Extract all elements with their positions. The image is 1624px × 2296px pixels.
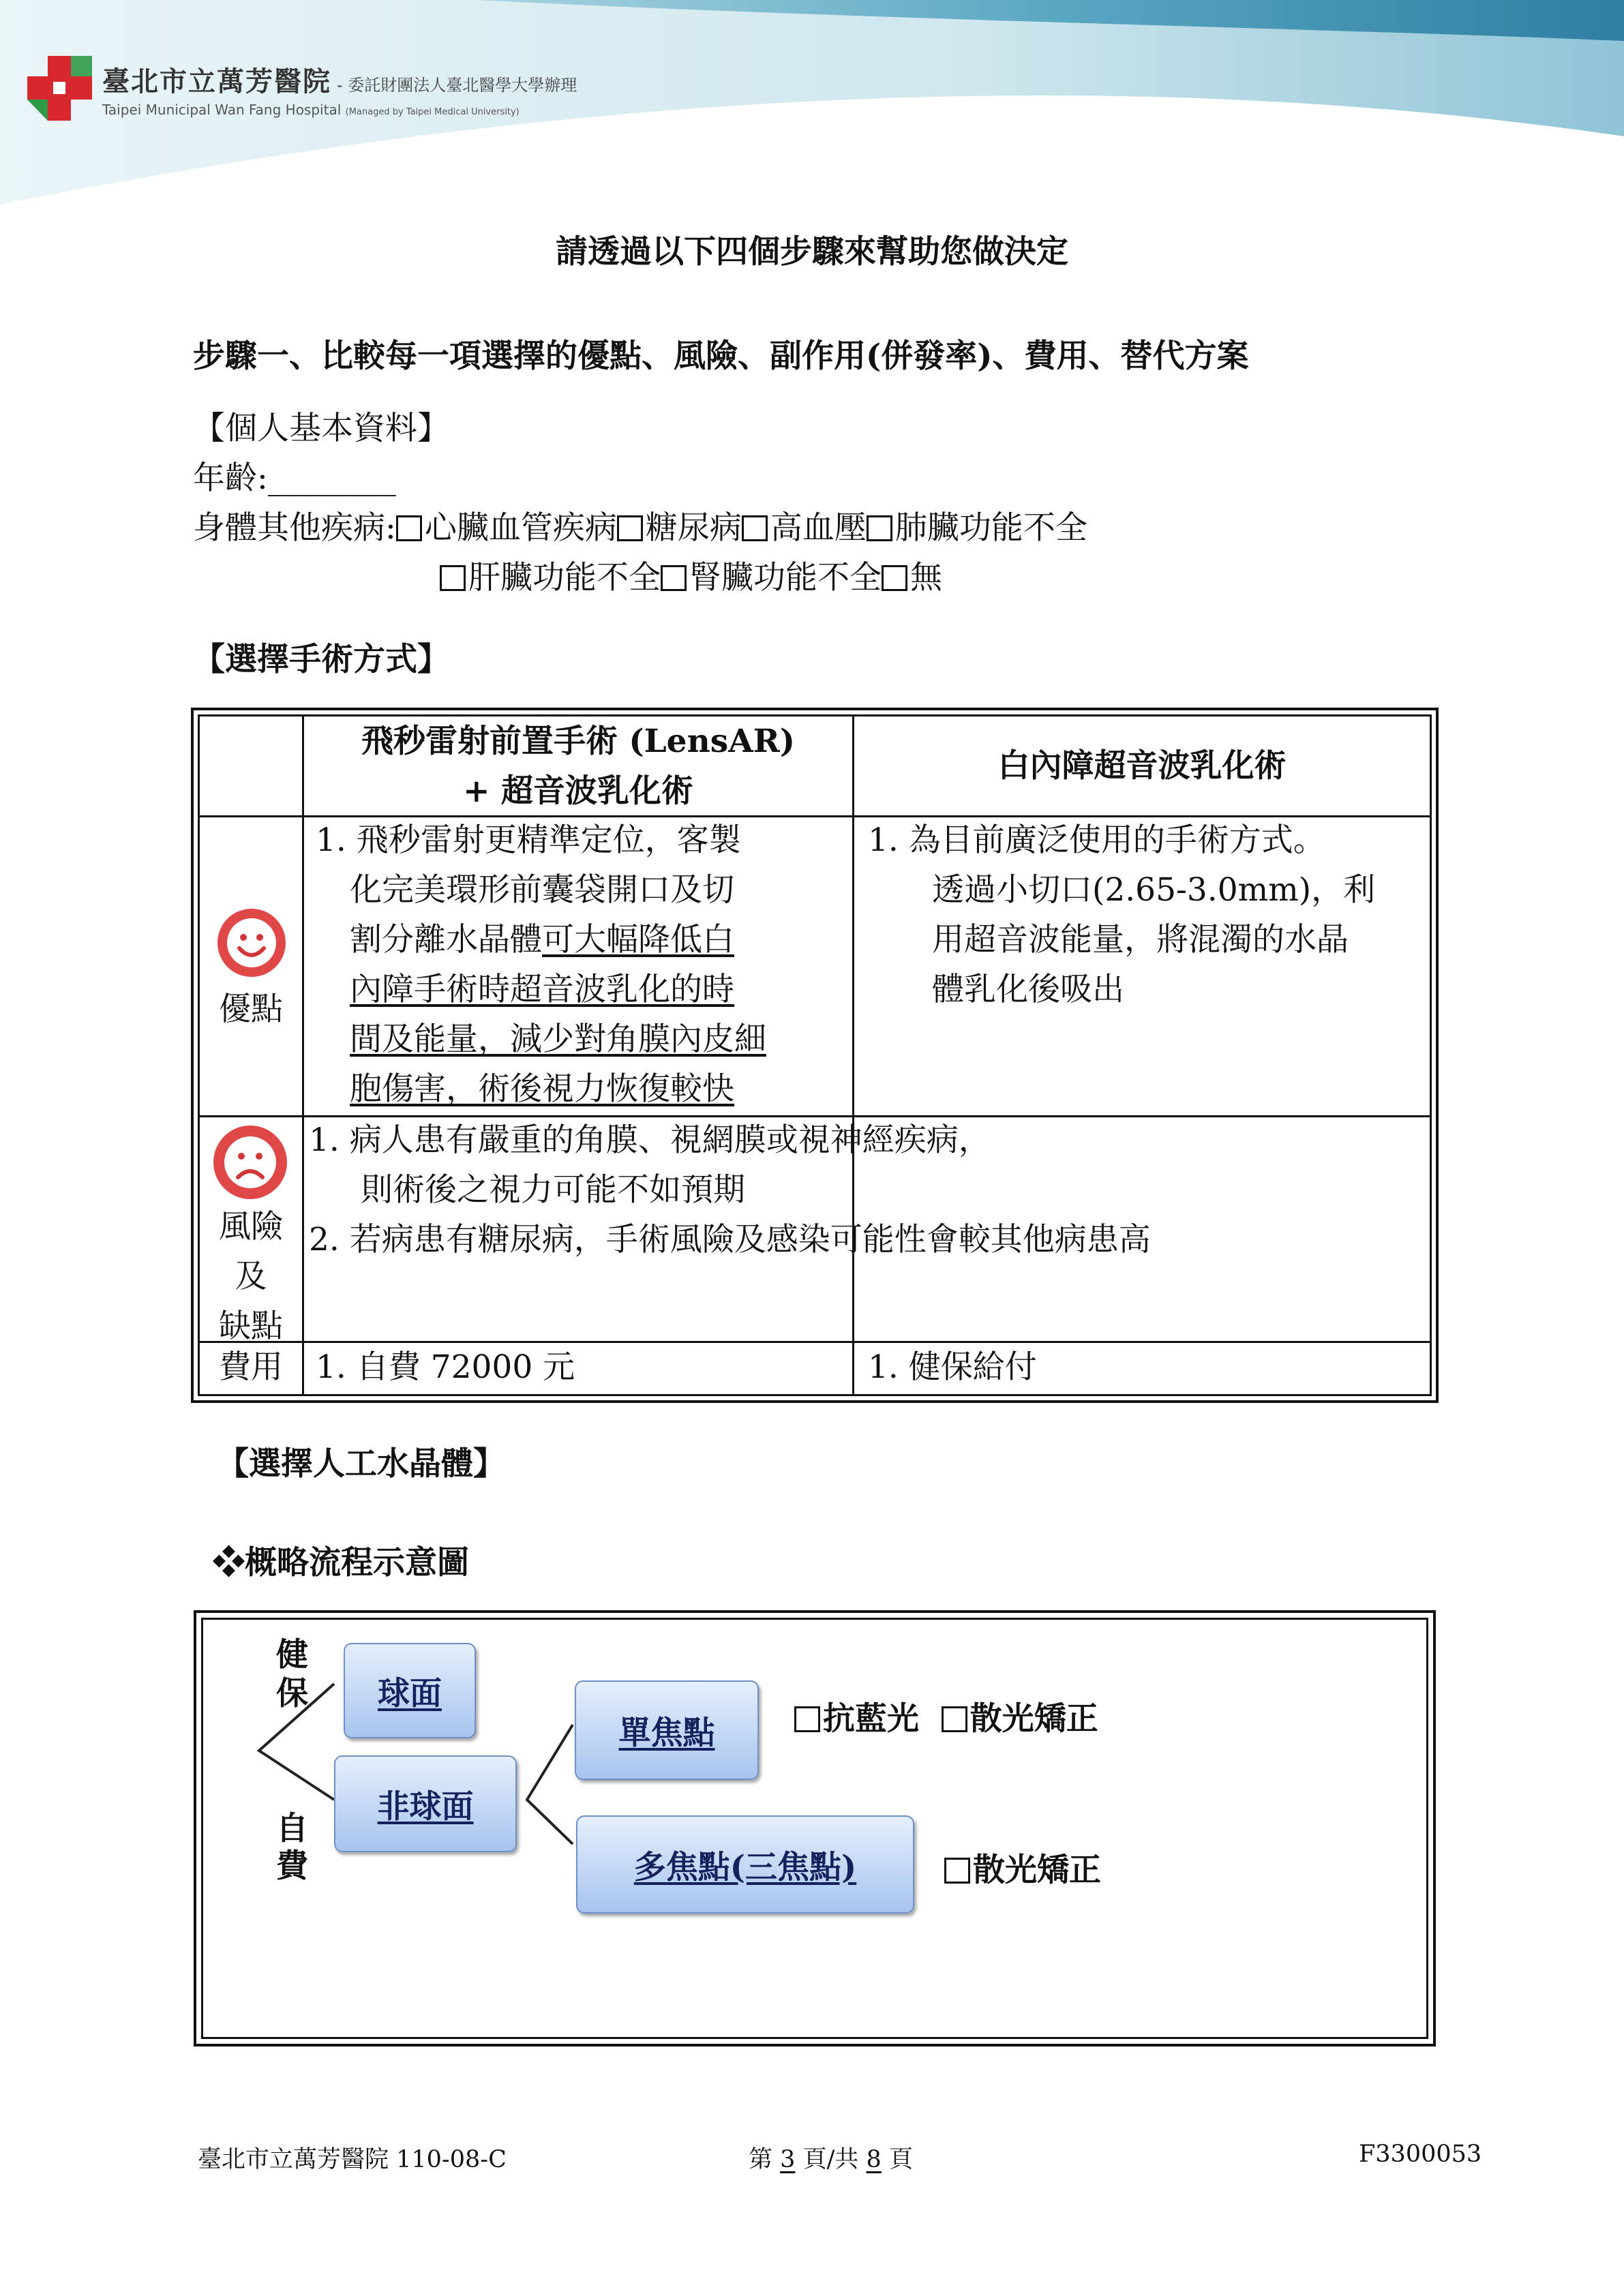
pros-col1-line5: 間及能量，減少對角膜內皮細: [350, 1021, 766, 1058]
option-liver: 肝臟功能不全: [468, 559, 661, 596]
pros-col1-line1: 1. 飛秒雷射更精準定位，客製: [316, 821, 741, 859]
insurance-label-2: 保: [276, 1675, 308, 1712]
diseases-label: 身體其他疾病:: [193, 509, 396, 547]
diseases-row-1: [193, 503, 1087, 553]
hospital-logo-text: [102, 60, 577, 118]
checkbox-hypertension[interactable]: [742, 515, 768, 541]
page-current: 3: [780, 2146, 796, 2173]
hospital-logo-icon: [27, 56, 92, 121]
checkbox-none[interactable]: [882, 565, 907, 591]
risk-line2: 則術後之視力可能不如預期: [361, 1171, 745, 1209]
checkbox-liver[interactable]: [440, 565, 466, 591]
option-lung: 肺臟功能不全: [894, 509, 1087, 547]
option-astigmatism-mono: 散光矯正: [969, 1700, 1098, 1738]
pros-col1-line6: 胞傷害，術後視力恢復較快: [350, 1070, 734, 1108]
col2-header: 白內障超音波乳化術: [997, 747, 1287, 785]
mono-options: [794, 1693, 1098, 1739]
footer-page: 第 3 頁/共 8 頁: [749, 2146, 913, 2173]
risk-line3: 2. 若病患有糖尿病，手術風險及感染可能性會較其他病患高: [309, 1221, 1151, 1258]
multi-options: [944, 1845, 1101, 1890]
pros-col2-line1: 1. 為目前廣泛使用的手術方式。: [868, 821, 1325, 859]
hospital-sub-zh: - 委託財團法人臺北醫學大學辦理: [337, 76, 577, 95]
pros-col1-line2: 化完美環形前囊袋開口及切: [350, 871, 734, 909]
option-blue-light: 抗藍光: [823, 1700, 919, 1738]
flow-title-text: 概略流程示意圖: [245, 1544, 469, 1582]
footer-right: F3300053: [1359, 2141, 1482, 2168]
col1-header-line2: + 超音波乳化術: [463, 772, 693, 810]
self-pay-label-2: 費: [276, 1847, 308, 1885]
checkbox-lung[interactable]: [867, 515, 892, 541]
option-astigmatism-multi: 散光矯正: [973, 1852, 1101, 1889]
col1-header-line1: 飛秒雷射前置手術 (LensAR): [361, 723, 795, 760]
pros-col2-line4: 體乳化後吸出: [932, 971, 1124, 1008]
option-kidney: 腎臟功能不全: [689, 559, 882, 596]
risk-label-3: 缺點: [219, 1308, 283, 1345]
lens-heading: 【選擇人工水晶體】: [217, 1445, 505, 1483]
diamond-bullet-icon: ❖: [213, 1544, 245, 1582]
hospital-name-en: Taipei Municipal Wan Fang Hospital: [102, 102, 342, 118]
cost-label: 費用: [219, 1348, 283, 1386]
surgery-comparison-table: [191, 708, 1439, 1403]
age-row: [193, 453, 396, 503]
hospital-name-zh: 臺北市立萬芳醫院: [102, 66, 331, 97]
cost-col2: 1. 健保給付: [868, 1348, 1037, 1386]
smiling-face-icon: [216, 907, 287, 978]
insurance-label-1: 健: [276, 1636, 308, 1674]
checkbox-blue-light[interactable]: [794, 1706, 820, 1732]
pros-col1-line3: 割分離水晶體可大幅降低白: [350, 921, 734, 958]
diseases-row-2: [440, 553, 942, 603]
hospital-sub-en: (Managed by Taipei Medical University): [345, 107, 520, 117]
option-hypertension: 高血壓: [770, 509, 867, 547]
flow-title: [213, 1537, 469, 1583]
surgery-heading: 【選擇手術方式】: [193, 641, 449, 678]
option-heart: 心臟血管疾病: [424, 509, 617, 547]
checkbox-diabetes[interactable]: [617, 515, 643, 541]
risk-line1: 1. 病人患有嚴重的角膜、視網膜或視神經疾病，: [309, 1121, 991, 1159]
node-multifocal[interactable]: 多焦點(三焦點): [576, 1815, 914, 1914]
age-label: 年齡:: [193, 459, 268, 497]
node-monofocal[interactable]: 單焦點: [575, 1680, 759, 1780]
self-pay-label-1: 自: [276, 1810, 308, 1847]
age-blank[interactable]: ________: [267, 459, 396, 497]
footer-left: 臺北市立萬芳醫院 110-08-C: [198, 2146, 507, 2173]
pros-col2-line2: 透過小切口(2.65-3.0mm)，利: [932, 871, 1376, 909]
risk-label-1: 風險: [219, 1208, 283, 1245]
checkbox-astigmatism-mono[interactable]: [942, 1706, 967, 1732]
pros-col1-line4: 內障手術時超音波乳化的時: [350, 971, 734, 1008]
option-none: 無: [910, 559, 942, 596]
sad-face-icon: [212, 1124, 288, 1200]
checkbox-astigmatism-multi[interactable]: [944, 1858, 970, 1884]
pros-col2-line3: 用超音波能量，將混濁的水晶: [932, 921, 1349, 958]
risk-label-2: 及: [235, 1258, 267, 1295]
page-total: 8: [866, 2146, 882, 2173]
checkbox-kidney[interactable]: [661, 565, 687, 591]
node-spherical[interactable]: 球面: [344, 1643, 476, 1738]
option-diabetes: 糖尿病: [645, 509, 742, 547]
personal-info-heading: 【個人基本資料】: [193, 410, 449, 447]
pros-label: 優點: [219, 991, 283, 1028]
cost-col1: 1. 自費 72000 元: [316, 1348, 575, 1386]
checkbox-heart[interactable]: [396, 515, 422, 541]
page-title: 請透過以下四個步驟來幫助您做決定: [556, 233, 1068, 271]
step1-heading: 步驟一、比較每一項選擇的優點、風險、副作用(併發率)、費用、替代方案: [193, 337, 1249, 375]
node-aspherical[interactable]: 非球面: [334, 1755, 517, 1852]
